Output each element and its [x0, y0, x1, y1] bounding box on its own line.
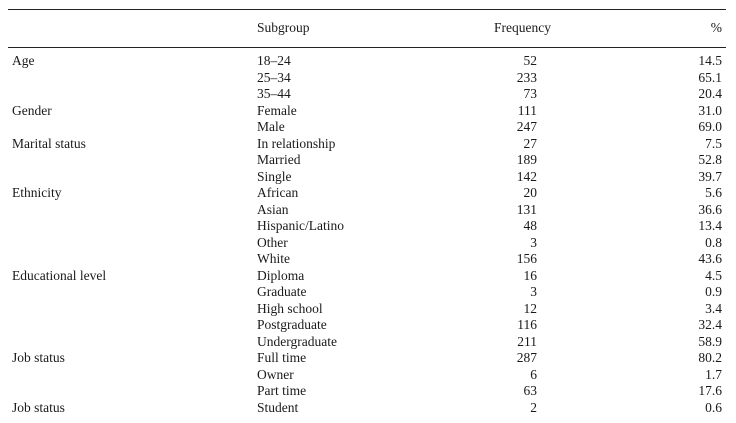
- row-subgroup: 35–44: [257, 86, 291, 101]
- row-category: Age: [12, 53, 35, 68]
- row-percent: 0.6: [705, 399, 722, 415]
- row-percent: 3.4: [705, 300, 722, 316]
- table-footnote-cutoff: [12, 416, 232, 423]
- table-header-rule: [8, 47, 726, 48]
- row-frequency: 211: [517, 333, 537, 349]
- row-subgroup: Male: [257, 119, 285, 134]
- row-percent: 5.6: [705, 185, 722, 200]
- row-frequency: 27: [523, 135, 537, 151]
- row-frequency: 63: [523, 383, 537, 398]
- row-percent: 36.6: [698, 201, 722, 217]
- row-frequency: 3: [530, 234, 537, 250]
- row-percent: 4.5: [705, 267, 722, 283]
- table-row: [0, 268, 736, 285]
- row-frequency: 52: [523, 53, 537, 68]
- table-row: [0, 350, 736, 367]
- row-frequency: 156: [516, 251, 537, 266]
- table-body: [0, 53, 736, 416]
- row-frequency: 2: [530, 399, 537, 415]
- row-subgroup: Graduate: [257, 284, 307, 299]
- table-header-row: [0, 20, 736, 38]
- table-row: [0, 53, 736, 70]
- header-subgroup: Subgroup: [257, 20, 310, 35]
- table-row: [0, 169, 736, 186]
- row-percent: 80.2: [698, 350, 722, 365]
- row-percent: 14.5: [698, 53, 722, 68]
- row-frequency: 111: [517, 102, 537, 118]
- row-category: Educational level: [12, 267, 107, 283]
- row-percent: 43.6: [698, 251, 722, 266]
- table-row: [0, 235, 736, 252]
- table-row: [0, 334, 736, 351]
- row-percent: 39.7: [698, 168, 722, 184]
- row-frequency: 287: [516, 350, 537, 365]
- table-row: [0, 301, 736, 318]
- row-subgroup: Student: [257, 399, 299, 415]
- table-row: [0, 70, 736, 87]
- row-frequency: 131: [516, 201, 537, 217]
- row-subgroup: 18–24: [257, 53, 291, 68]
- row-subgroup: White: [257, 251, 290, 266]
- row-percent: 0.9: [705, 284, 722, 299]
- table-row: [0, 317, 736, 334]
- row-frequency: 12: [523, 300, 537, 316]
- header-percent: %: [710, 20, 722, 35]
- row-subgroup: Diploma: [257, 267, 305, 283]
- table-row: [0, 367, 736, 384]
- row-percent: 32.4: [698, 317, 722, 332]
- row-percent: 1.7: [705, 366, 722, 382]
- row-percent: 69.0: [698, 119, 722, 134]
- table-row: [0, 218, 736, 235]
- row-subgroup: Owner: [257, 366, 294, 382]
- row-category: Job status: [12, 399, 65, 415]
- table-row: [0, 400, 736, 417]
- row-subgroup: In relationship: [257, 135, 336, 151]
- row-subgroup: Female: [257, 102, 297, 118]
- row-category: Marital status: [12, 135, 86, 151]
- row-frequency: 6: [530, 366, 537, 382]
- row-subgroup: African: [257, 185, 299, 200]
- row-frequency: 3: [530, 284, 537, 299]
- row-frequency: 73: [523, 86, 537, 101]
- row-frequency: 247: [516, 119, 537, 134]
- row-subgroup: Other: [257, 234, 288, 250]
- table-row: [0, 103, 736, 120]
- row-frequency: 48: [523, 218, 537, 233]
- row-percent: 31.0: [698, 102, 722, 118]
- row-percent: 13.4: [698, 218, 722, 233]
- row-frequency: 142: [516, 168, 537, 184]
- row-frequency: 16: [523, 267, 537, 283]
- row-subgroup: 25–34: [257, 69, 291, 85]
- table-row: [0, 152, 736, 169]
- row-percent: 0.8: [705, 234, 722, 250]
- table-row: [0, 86, 736, 103]
- row-frequency: 116: [517, 317, 537, 332]
- row-subgroup: Married: [257, 152, 301, 167]
- row-category: Ethnicity: [12, 185, 62, 200]
- row-percent: 65.1: [698, 69, 722, 85]
- row-category: Gender: [12, 102, 52, 118]
- row-percent: 52.8: [698, 152, 722, 167]
- row-subgroup: Postgraduate: [257, 317, 327, 332]
- row-percent: 58.9: [698, 333, 722, 349]
- table-top-rule: [8, 9, 726, 10]
- table-row: [0, 202, 736, 219]
- table-row: [0, 185, 736, 202]
- row-percent: 7.5: [705, 135, 722, 151]
- table-row: [0, 383, 736, 400]
- row-frequency: 20: [523, 185, 537, 200]
- row-frequency: 233: [516, 69, 537, 85]
- row-subgroup: Undergraduate: [257, 333, 337, 349]
- table-row: [0, 284, 736, 301]
- table-row: [0, 136, 736, 153]
- row-subgroup: Part time: [257, 383, 307, 398]
- row-percent: 17.6: [698, 383, 722, 398]
- row-subgroup: Asian: [257, 201, 289, 217]
- row-subgroup: Single: [257, 168, 292, 184]
- row-subgroup: High school: [257, 300, 323, 316]
- row-subgroup: Full time: [257, 350, 307, 365]
- table-row: [0, 119, 736, 136]
- row-subgroup: Hispanic/Latino: [257, 218, 344, 233]
- header-frequency: Frequency: [494, 20, 551, 35]
- table-row: [0, 251, 736, 268]
- row-frequency: 189: [516, 152, 537, 167]
- row-percent: 20.4: [698, 86, 722, 101]
- row-category: Job status: [12, 350, 65, 365]
